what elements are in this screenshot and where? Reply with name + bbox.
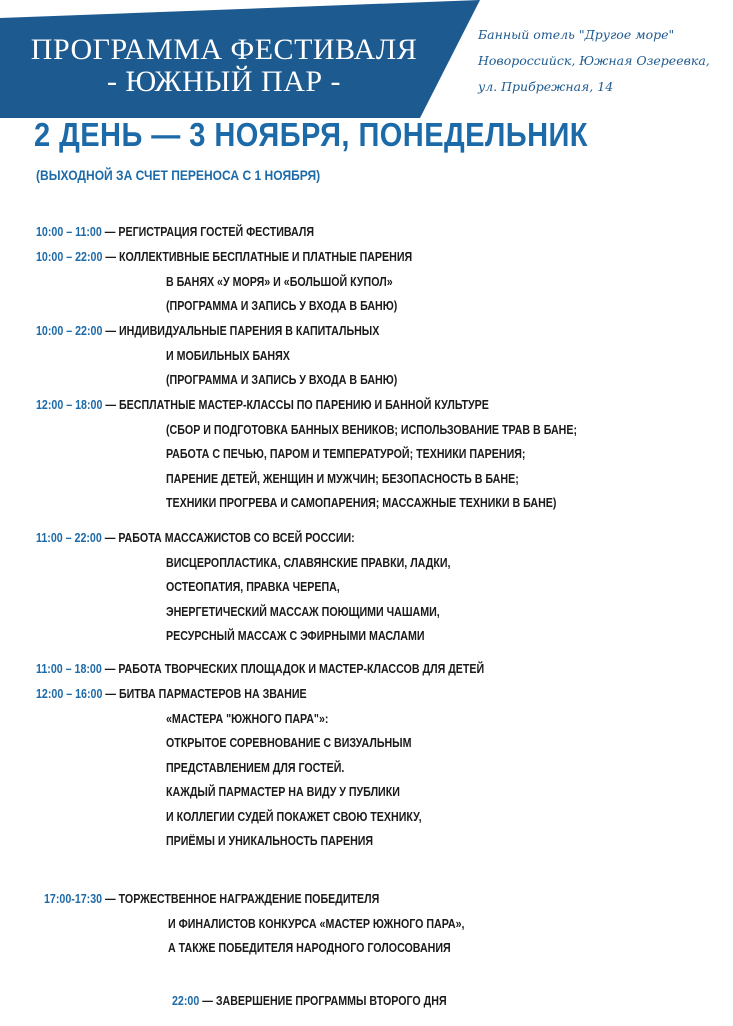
- schedule-event-detail: (ПРОГРАММА И ЗАПИСЬ У ВХОДА В БАНЮ): [166, 298, 398, 313]
- event-time: 17:00-17:30: [44, 891, 103, 906]
- event-title: БИТВА ПАРМАСТЕРОВ НА ЗВАНИЕ: [118, 686, 307, 701]
- schedule-event-detail: И МОБИЛЬНЫХ БАНЯХ: [166, 347, 290, 363]
- schedule-event-detail: КАЖДЫЙ ПАРМАСТЕР НА ВИДУ У ПУБЛИКИ: [166, 784, 400, 799]
- event-separator: —: [101, 224, 119, 239]
- event-title: КОЛЛЕКТИВНЫЕ БЕСПЛАТНЫЕ И ПЛАТНЫЕ ПАРЕНИЯ: [118, 249, 413, 264]
- address-line3: ул. Прибрежная, 14: [478, 79, 614, 94]
- schedule-event-detail: ПРЕДСТАВЛЕНИЕМ ДЛЯ ГОСТЕЙ.: [166, 759, 345, 775]
- schedule-event: [36, 397, 489, 412]
- event-separator: —: [101, 530, 119, 545]
- schedule-event-detail: (СБОР И ПОДГОТОВКА БАННЫХ ВЕНИКОВ; ИСПОЛЬЗОВАНИЕ ТРАВ В БАНЕ;: [166, 421, 578, 437]
- event-title: ТОРЖЕСТВЕННОЕ НАГРАЖДЕНИЕ ПОБЕДИТЕЛЯ: [118, 891, 380, 906]
- schedule-event: [44, 891, 379, 906]
- event-time: 12:00 – 16:00: [36, 686, 103, 701]
- event-title: РАБОТА МАССАЖИСТОВ СО ВСЕЙ РОССИИ:: [118, 530, 355, 545]
- schedule-event-detail: ПАРЕНИЕ ДЕТЕЙ, ЖЕНЩИН И МУЖЧИН; БЕЗОПАСНОСТЬ В БАНЕ;: [166, 470, 519, 486]
- event-time: 10:00 – 11:00: [36, 224, 102, 239]
- schedule-event-detail: ПРИЁМЫ И УНИКАЛЬНОСТЬ ПАРЕНИЯ: [166, 833, 374, 848]
- event-separator: —: [102, 397, 119, 412]
- schedule-event-detail: И КОЛЛЕГИИ СУДЕЙ ПОКАЖЕТ СВОЮ ТЕХНИКУ,: [166, 808, 422, 824]
- day-subheading: (ВЫХОДНОЙ ЗА СЧЕТ ПЕРЕНОСА С 1 НОЯБРЯ): [36, 167, 321, 183]
- schedule-event-detail: ОТКРЫТОЕ СОРЕВНОВАНИЕ С ВИЗУАЛЬНЫМ: [166, 735, 412, 750]
- event-separator: —: [199, 993, 216, 1008]
- event-time: 22:00: [172, 993, 200, 1008]
- schedule-event-detail: ВИСЦЕРОПЛАСТИКА, СЛАВЯНСКИЕ ПРАВКИ, ЛАДКИ,: [166, 554, 451, 570]
- event-title: РАБОТА ТВОРЧЕСКИХ ПЛОЩАДОК И МАСТЕР-КЛАССОВ ДЛЯ ДЕТЕЙ: [118, 661, 485, 676]
- schedule-event: [36, 661, 484, 676]
- address-line2: Новороссийск, Южная Озереевка,: [478, 53, 710, 68]
- schedule-event: [36, 686, 307, 701]
- schedule-event: [36, 224, 314, 239]
- address-line1: Банный отель "Другое море": [478, 27, 675, 42]
- event-time: 11:00 – 22:00: [36, 530, 102, 545]
- event-time: 10:00 – 22:00: [36, 249, 103, 264]
- schedule-event-detail: А ТАКЖЕ ПОБЕДИТЕЛЯ НАРОДНОГО ГОЛОСОВАНИЯ: [168, 940, 451, 955]
- schedule-event-detail: «МАСТЕРА "ЮЖНОГО ПАРА"»:: [166, 710, 329, 726]
- event-time: 12:00 – 18:00: [36, 397, 103, 412]
- schedule-event: [36, 530, 355, 545]
- event-separator: —: [102, 323, 119, 338]
- schedule-event: [36, 249, 412, 264]
- event-title: ЗАВЕРШЕНИЕ ПРОГРАММЫ ВТОРОГО ДНЯ: [215, 993, 447, 1008]
- program-title-line2: - ЮЖНЫЙ ПАР -: [106, 65, 342, 98]
- schedule-event: [172, 993, 447, 1008]
- event-time: 10:00 – 22:00: [36, 323, 103, 338]
- schedule-event-detail: ЭНЕРГЕТИЧЕСКИЙ МАССАЖ ПОЮЩИМИ ЧАШАМИ,: [166, 603, 440, 619]
- schedule-event-detail: В БАНЯХ «У МОРЯ» И «БОЛЬШОЙ КУПОЛ»: [166, 273, 393, 289]
- day-heading: 2 ДЕНЬ — 3 НОЯБРЯ, ПОНЕДЕЛЬНИК: [34, 116, 588, 153]
- event-separator: —: [102, 891, 119, 906]
- event-title: ИНДИВИДУАЛЬНЫЕ ПАРЕНИЯ В КАПИТАЛЬНЫХ: [118, 323, 380, 338]
- event-separator: —: [102, 249, 119, 264]
- schedule-event-detail: ТЕХНИКИ ПРОГРЕВА И САМОПАРЕНИЯ; МАССАЖНЫЕ ТЕХНИКИ В БАНЕ): [166, 495, 557, 510]
- event-title: БЕСПЛАТНЫЕ МАСТЕР-КЛАССЫ ПО ПАРЕНИЮ И БАННОЙ КУЛЬТУРЕ: [118, 397, 489, 412]
- schedule-event-detail: И ФИНАЛИСТОВ КОНКУРСА «МАСТЕР ЮЖНОГО ПАРА»,: [168, 915, 465, 931]
- event-separator: —: [101, 661, 119, 676]
- schedule-event-detail: РЕСУРСНЫЙ МАССАЖ С ЭФИРНЫМИ МАСЛАМИ: [166, 628, 425, 643]
- schedule-event: [36, 323, 379, 338]
- schedule-event-detail: ОСТЕОПАТИЯ, ПРАВКА ЧЕРЕПА,: [166, 579, 340, 594]
- event-separator: —: [102, 686, 119, 701]
- schedule-event-detail: (ПРОГРАММА И ЗАПИСЬ У ВХОДА В БАНЮ): [166, 372, 398, 387]
- schedule-event-detail: РАБОТА С ПЕЧЬЮ, ПАРОМ И ТЕМПЕРАТУРОЙ; ТЕХНИКИ ПАРЕНИЯ;: [166, 446, 526, 461]
- event-title: РЕГИСТРАЦИЯ ГОСТЕЙ ФЕСТИВАЛЯ: [118, 224, 315, 239]
- program-title-line1: ПРОГРАММА ФЕСТИВАЛЯ: [30, 33, 418, 66]
- event-time: 11:00 – 18:00: [36, 661, 102, 676]
